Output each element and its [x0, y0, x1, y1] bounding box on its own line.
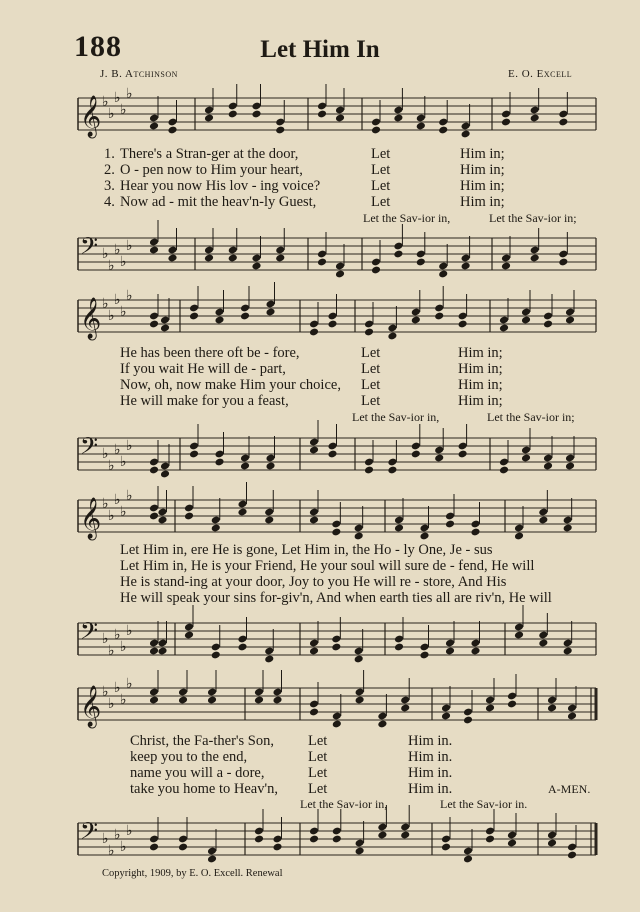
bass-clef-icon: 𝄢 [80, 617, 99, 650]
note-head [184, 631, 194, 640]
copyright-notice: Copyright, 1909, by E. O. Excell. Renewal [102, 868, 283, 879]
note-head [240, 462, 250, 471]
note-head [441, 712, 451, 721]
note-head [160, 470, 170, 479]
him-in-column-1: Him in; Him in; Him in; Him in; [460, 146, 505, 210]
note-head [470, 647, 480, 656]
note-head [400, 831, 410, 840]
note-head [309, 516, 319, 525]
note-head [411, 316, 421, 325]
note-head [178, 696, 188, 705]
note-head [416, 258, 426, 267]
flat-icon: ♭ [126, 288, 133, 304]
note-head [558, 258, 568, 267]
flat-icon: ♭ [126, 438, 133, 454]
note-head [394, 643, 404, 652]
note-head [254, 696, 264, 705]
note-head [377, 720, 387, 729]
note-head [463, 855, 473, 864]
composer-credit: E. O. Excell [508, 68, 573, 80]
bass-clef-icon: 𝄢 [80, 432, 99, 465]
note-head [355, 847, 365, 856]
note-head [521, 316, 531, 325]
note-head [499, 324, 509, 333]
note-head [272, 843, 282, 852]
flat-icon: ♭ [126, 823, 133, 839]
echo-text: Let the Sav-ior in; [489, 211, 577, 225]
flat-icon: ♭ [114, 827, 121, 843]
flat-icon: ♭ [120, 839, 127, 855]
note-head [251, 110, 261, 119]
note-head [327, 450, 337, 459]
flat-icon: ♭ [102, 246, 109, 262]
note-head [543, 320, 553, 329]
note-head [563, 524, 573, 533]
note-head [204, 114, 214, 123]
flat-icon: ♭ [114, 292, 121, 308]
bass-staff-2 [0, 430, 640, 480]
let-column-2: Let Let Let Let [361, 345, 381, 409]
note-head [309, 328, 319, 337]
note-head [149, 122, 159, 131]
echo-text: Let the Sav-ior in, [300, 797, 388, 811]
note-head [207, 855, 217, 864]
note-head [377, 831, 387, 840]
flat-icon: ♭ [102, 446, 109, 462]
note-head [547, 704, 557, 713]
note-head [445, 647, 455, 656]
treble-clef-icon: 𝄞 [80, 498, 102, 539]
note-head [521, 454, 531, 463]
flat-icon: ♭ [102, 631, 109, 647]
hymn-title: Let Him In [260, 36, 380, 63]
flat-icon: ♭ [102, 831, 109, 847]
note-head [394, 524, 404, 533]
flat-icon: ♭ [114, 680, 121, 696]
note-head [445, 520, 455, 529]
note-head [438, 270, 448, 279]
note-head [240, 312, 250, 321]
note-head [167, 254, 177, 263]
flat-icon: ♭ [114, 442, 121, 458]
note-head [543, 462, 553, 471]
note-head [204, 254, 214, 263]
treble-staff-1 [0, 86, 640, 140]
note-head [211, 651, 221, 660]
note-head [264, 655, 274, 664]
bass-staff-1 [0, 230, 640, 280]
note-head [371, 266, 381, 275]
note-head [501, 262, 511, 271]
let-column-1: Let Let Let Let [371, 146, 391, 210]
flat-icon: ♭ [120, 304, 127, 320]
note-head [309, 647, 319, 656]
note-head [387, 466, 397, 475]
note-head [265, 462, 275, 471]
note-head [335, 114, 345, 123]
note-head [254, 835, 264, 844]
bass-clef-icon: 𝄢 [80, 817, 99, 850]
note-head [237, 508, 247, 517]
hymn-number: 188 [74, 30, 122, 63]
flat-icon: ♭ [126, 86, 133, 102]
note-head [364, 328, 374, 337]
note-head [317, 258, 327, 267]
note-head [514, 631, 524, 640]
note-head [211, 524, 221, 533]
note-head [507, 839, 517, 848]
flat-icon: ♭ [114, 627, 121, 643]
note-head [228, 110, 238, 119]
flat-icon: ♭ [102, 684, 109, 700]
flat-icon: ♭ [114, 90, 121, 106]
note-head [189, 450, 199, 459]
note-head [189, 312, 199, 321]
note-head [441, 843, 451, 852]
him-in-column-2: Him in; Him in; Him in; Him in; [458, 345, 503, 409]
bass-staff-3 [0, 615, 640, 665]
flat-icon: ♭ [126, 676, 133, 692]
flat-icon: ♭ [126, 488, 133, 504]
note-head [567, 712, 577, 721]
note-head [149, 647, 159, 656]
echo-text: Let the Sav-ior in, [363, 211, 451, 225]
note-head [499, 466, 509, 475]
flat-icon: ♭ [108, 258, 115, 274]
note-head [157, 516, 167, 525]
note-head [463, 716, 473, 725]
note-head [354, 532, 364, 541]
note-head [434, 454, 444, 463]
note-head [149, 696, 159, 705]
note-head [461, 262, 471, 271]
note-head [387, 332, 397, 341]
note-head [485, 835, 495, 844]
note-head [178, 843, 188, 852]
note-head [157, 647, 167, 656]
note-head [419, 532, 429, 541]
flat-icon: ♭ [120, 504, 127, 520]
echo-text: Let the Sav-ior in, [352, 410, 440, 424]
note-head [251, 262, 261, 271]
verse-lines-2: He has been there oft be - fore, If you wait He will de - part, Now, oh, now make Him your choice, He will make for you a feast, [120, 345, 341, 409]
verse-lines-3: Let Him in, ere He is gone, Let Him in, the Ho - ly One, Je - sus Let Him in, He is your Friend, He your soul will sure de - fend, He will He is stand-ing at your door, Joy to you He will re - store, And His He will speak your sins for-giv'n, And when earth ties all are riv'n, He will [120, 542, 552, 606]
note-head [538, 516, 548, 525]
note-head [332, 835, 342, 844]
note-head [393, 250, 403, 259]
note-head [309, 835, 319, 844]
note-head [461, 130, 471, 139]
note-head [400, 704, 410, 713]
echo-text: Let the Sav-ior in; [487, 410, 575, 424]
flat-icon: ♭ [108, 458, 115, 474]
note-head [207, 696, 217, 705]
note-head [309, 446, 319, 455]
note-head [237, 643, 247, 652]
note-head [272, 696, 282, 705]
treble-clef-icon: 𝄞 [80, 686, 102, 727]
note-head [364, 466, 374, 475]
note-head [470, 528, 480, 537]
treble-staff-2 [0, 288, 640, 342]
flat-icon: ♭ [108, 643, 115, 659]
flat-icon: ♭ [102, 496, 109, 512]
note-head [184, 512, 194, 521]
let-column-4: Let Let Let Let [308, 733, 328, 797]
note-head [438, 126, 448, 135]
note-head [514, 532, 524, 541]
note-head [558, 118, 568, 127]
flat-icon: ♭ [108, 106, 115, 122]
note-head [547, 839, 557, 848]
flat-icon: ♭ [114, 492, 121, 508]
note-head [565, 316, 575, 325]
note-head [149, 246, 159, 255]
note-head [335, 270, 345, 279]
note-head [149, 466, 159, 475]
note-head [214, 316, 224, 325]
note-head [149, 843, 159, 852]
flat-icon: ♭ [120, 639, 127, 655]
flat-icon: ♭ [102, 94, 109, 110]
note-head [228, 254, 238, 263]
note-head [160, 324, 170, 333]
treble-staff-4 [0, 676, 640, 730]
note-head [317, 110, 327, 119]
bass-clef-icon: 𝄢 [80, 232, 99, 265]
note-head [530, 114, 540, 123]
note-head [264, 516, 274, 525]
note-head [419, 651, 429, 660]
note-head [507, 700, 517, 709]
note-head [355, 696, 365, 705]
flat-icon: ♭ [108, 308, 115, 324]
flat-icon: ♭ [108, 696, 115, 712]
flat-icon: ♭ [126, 238, 133, 254]
note-head [331, 528, 341, 537]
flat-icon: ♭ [120, 454, 127, 470]
flat-icon: ♭ [108, 843, 115, 859]
bass-staff-4 [0, 815, 640, 865]
note-head [563, 647, 573, 656]
verse-lines-1: 1. There's a Stran-ger at the door, 2. O - pen now to Him your heart, 3. Hear you now His lov - ing voice? 4. Now ad - mit the heav'n-ly Guest, [104, 146, 321, 210]
verse-lines-4: Christ, the Fa-ther's Son, keep you to the end, name you will a - dore, take you home to Heav'n, [130, 733, 278, 797]
note-head [501, 118, 511, 127]
note-head [275, 126, 285, 135]
flat-icon: ♭ [114, 242, 121, 258]
note-head [411, 450, 421, 459]
flat-icon: ♭ [102, 296, 109, 312]
flat-icon: ♭ [108, 508, 115, 524]
him-in-column-4: Him in. Him in. Him in. Him in. [408, 733, 453, 797]
note-head [538, 639, 548, 648]
treble-clef-icon: 𝄞 [80, 96, 102, 137]
note-head [393, 114, 403, 123]
note-head [354, 655, 364, 664]
note-head [275, 254, 285, 263]
flat-icon: ♭ [120, 102, 127, 118]
note-head [327, 320, 337, 329]
flat-icon: ♭ [120, 692, 127, 708]
treble-clef-icon: 𝄞 [80, 298, 102, 339]
note-head [167, 126, 177, 135]
note-head [485, 704, 495, 713]
note-head [530, 254, 540, 263]
note-head [332, 720, 342, 729]
echo-text: Let the Sav-ior in. [440, 797, 528, 811]
note-head [458, 450, 468, 459]
note-head [434, 312, 444, 321]
note-head [331, 643, 341, 652]
note-head [214, 458, 224, 467]
note-head [416, 122, 426, 131]
note-head [149, 512, 159, 521]
flat-icon: ♭ [120, 254, 127, 270]
note-head [565, 462, 575, 471]
amen-text: A-MEN. [548, 782, 591, 796]
treble-staff-3 [0, 488, 640, 542]
note-head [265, 308, 275, 317]
author-credit: J. B. Atchinson [100, 68, 178, 80]
note-head [458, 320, 468, 329]
note-head [567, 851, 577, 860]
note-head [371, 126, 381, 135]
flat-icon: ♭ [126, 623, 133, 639]
note-head [309, 708, 319, 717]
note-head [149, 320, 159, 329]
